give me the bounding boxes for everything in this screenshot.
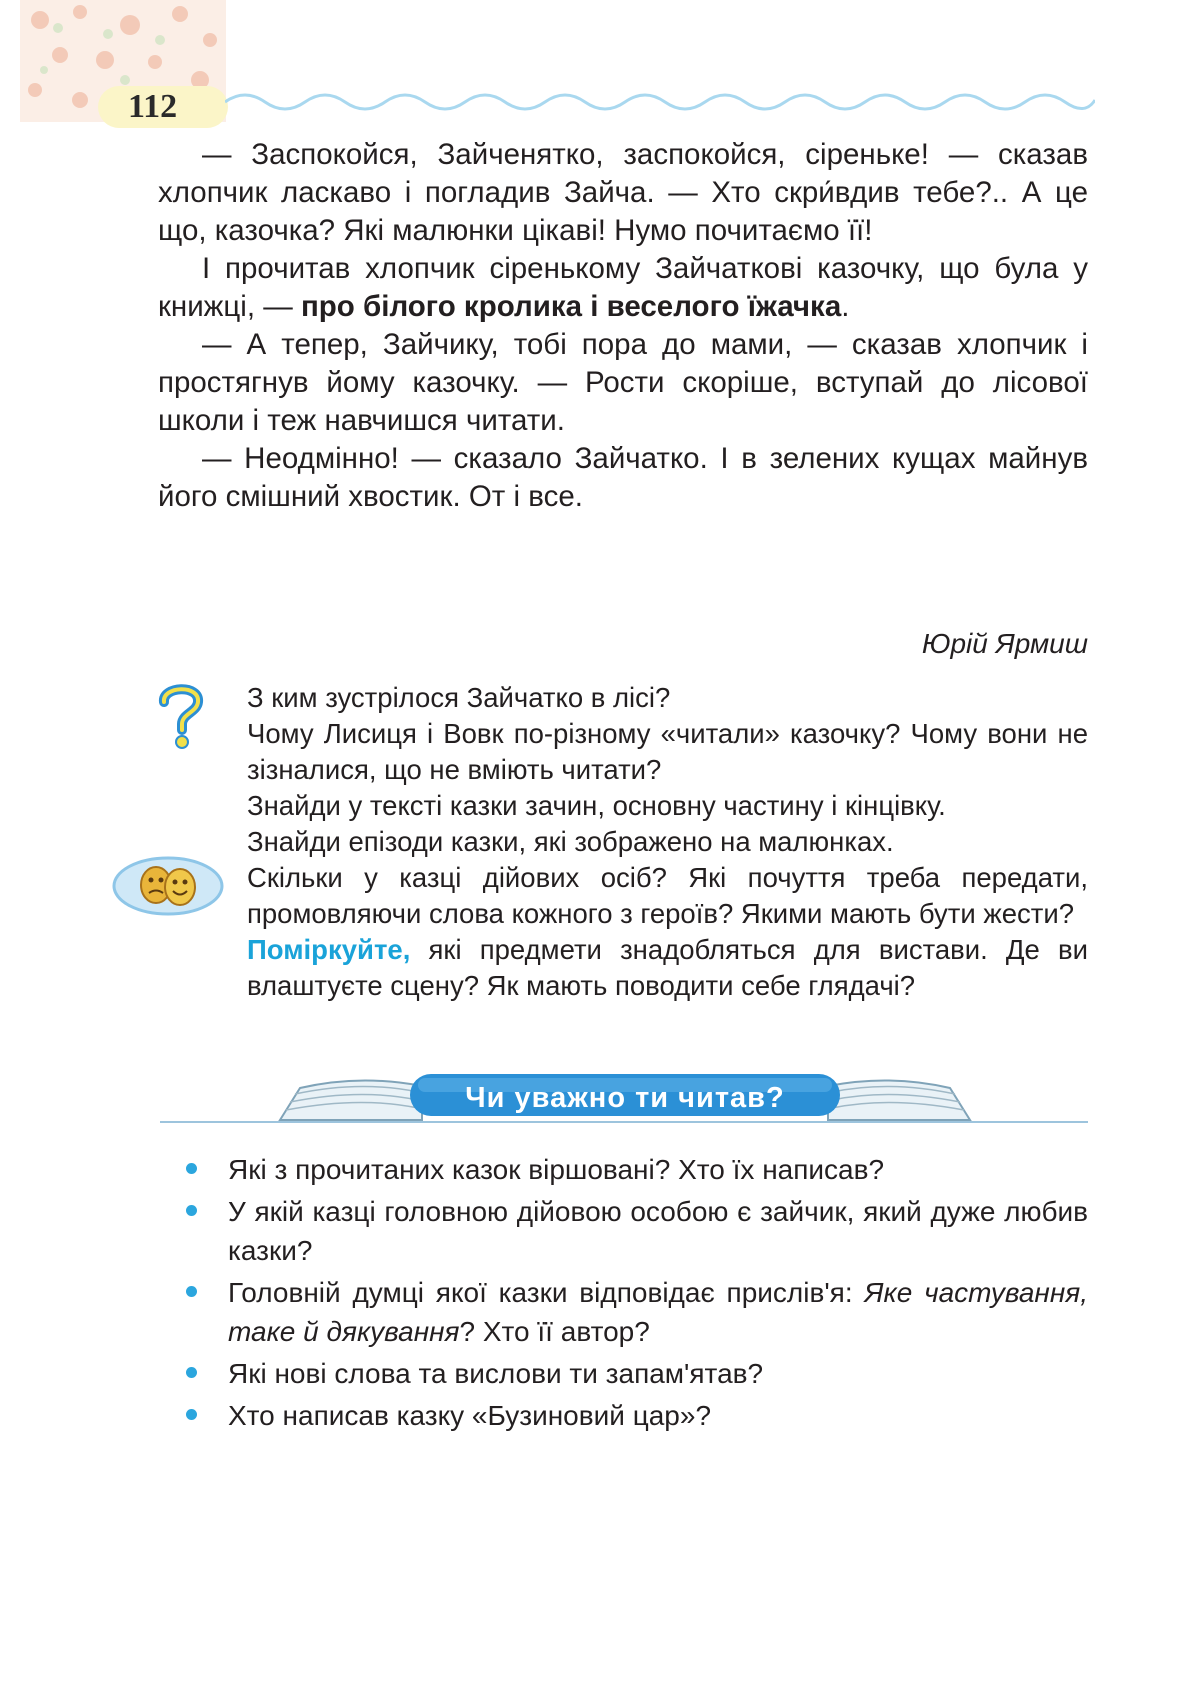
list-item bbox=[186, 1354, 1088, 1393]
question-item: Знайди у тексті казки зачин, основну частину і кінцівку. bbox=[247, 790, 946, 821]
list-item-text: У якій казці головною дійовою особою є зайчик, який дуже любив казки? bbox=[228, 1196, 1088, 1266]
question-item: Знайди епізоди казки, які зображено на малюнках. bbox=[247, 826, 894, 857]
question-item: Чому Лисиця і Вовк по-різному «читали» казочку? Чому вони не зізналися, що не вміють читати? bbox=[247, 718, 1088, 785]
wave-divider bbox=[225, 84, 1095, 114]
bullet-icon bbox=[186, 1409, 197, 1420]
list-item-text: Які нові слова та вислови ти запам'ятав? bbox=[228, 1358, 764, 1389]
story-text-run: І прочитав хлопчик сіренькому Зайчаткові казочку, що була у книжці, — bbox=[158, 252, 1088, 323]
question-item: З ким зустрілося Зайчатко в лісі? bbox=[247, 682, 671, 713]
list-item bbox=[186, 1396, 1088, 1435]
review-questions-list bbox=[186, 1150, 1088, 1438]
story-paragraph bbox=[158, 250, 1088, 326]
question-item: Скільки у казці дійових осіб? Які почуття треба передати, промовляючи слова кожного з героїв? Якими мають бути жести? bbox=[247, 862, 1088, 929]
story-text bbox=[158, 136, 1088, 516]
story-bold-run: про білого кролика і веселого їжачка bbox=[300, 290, 842, 323]
think-label: Поміркуйте, bbox=[247, 934, 411, 965]
section-title: Чи уважно ти читав? bbox=[465, 1082, 785, 1114]
list-item-text: Які з прочитаних казок віршовані? Хто їх написав? bbox=[228, 1154, 885, 1185]
story-paragraph: — Заспокойся, Зайченятко, заспокойся, сіреньке! — сказав хлопчик ласкаво і погладив Зайча. — Хто скри́вдив тебе?.. А це що, казочка? Які малюнки цікаві! Нумо почитаємо її! bbox=[158, 138, 1088, 247]
story-paragraph: — А тепер, Зайчику, тобі пора до мами, — сказав хлопчик і простягнув йому казочку. — Рости скоріше, вступай до лісової школи і теж навчишся читати. bbox=[158, 328, 1088, 437]
question-item bbox=[247, 932, 1088, 1004]
bullet-icon bbox=[186, 1286, 197, 1297]
list-item-text: Головній думці якої казки відповідає прислів'я: bbox=[228, 1277, 865, 1308]
bullet-icon bbox=[186, 1163, 197, 1174]
question-mark-icon bbox=[152, 680, 212, 750]
list-item bbox=[186, 1273, 1088, 1351]
questions-block bbox=[247, 680, 1088, 1004]
proverb-text: Яке частування, таке й дякування bbox=[228, 1277, 1088, 1347]
list-item-text: ? Хто її автор? bbox=[459, 1316, 650, 1347]
page-number: 112 bbox=[98, 86, 228, 128]
story-text-run: . bbox=[841, 290, 850, 323]
author-name: Юрій Ярмиш bbox=[921, 628, 1088, 659]
question-text-run: які предмети знадобляться для вистави. Де ви влаштуєте сцену? Як мають поводити себе глядачі? bbox=[247, 934, 1088, 1001]
bullet-icon bbox=[186, 1367, 197, 1378]
story-paragraph: — Неодмінно! — сказало Зайчатко. І в зелених кущах майнув його смішний хвостик. От і все. bbox=[158, 442, 1088, 513]
bullet-icon bbox=[186, 1205, 197, 1216]
list-item-text: Хто написав казку «Бузиновий цар»? bbox=[228, 1400, 712, 1431]
list-item bbox=[186, 1192, 1088, 1270]
list-item bbox=[186, 1150, 1088, 1189]
theater-masks-icon bbox=[112, 855, 224, 917]
